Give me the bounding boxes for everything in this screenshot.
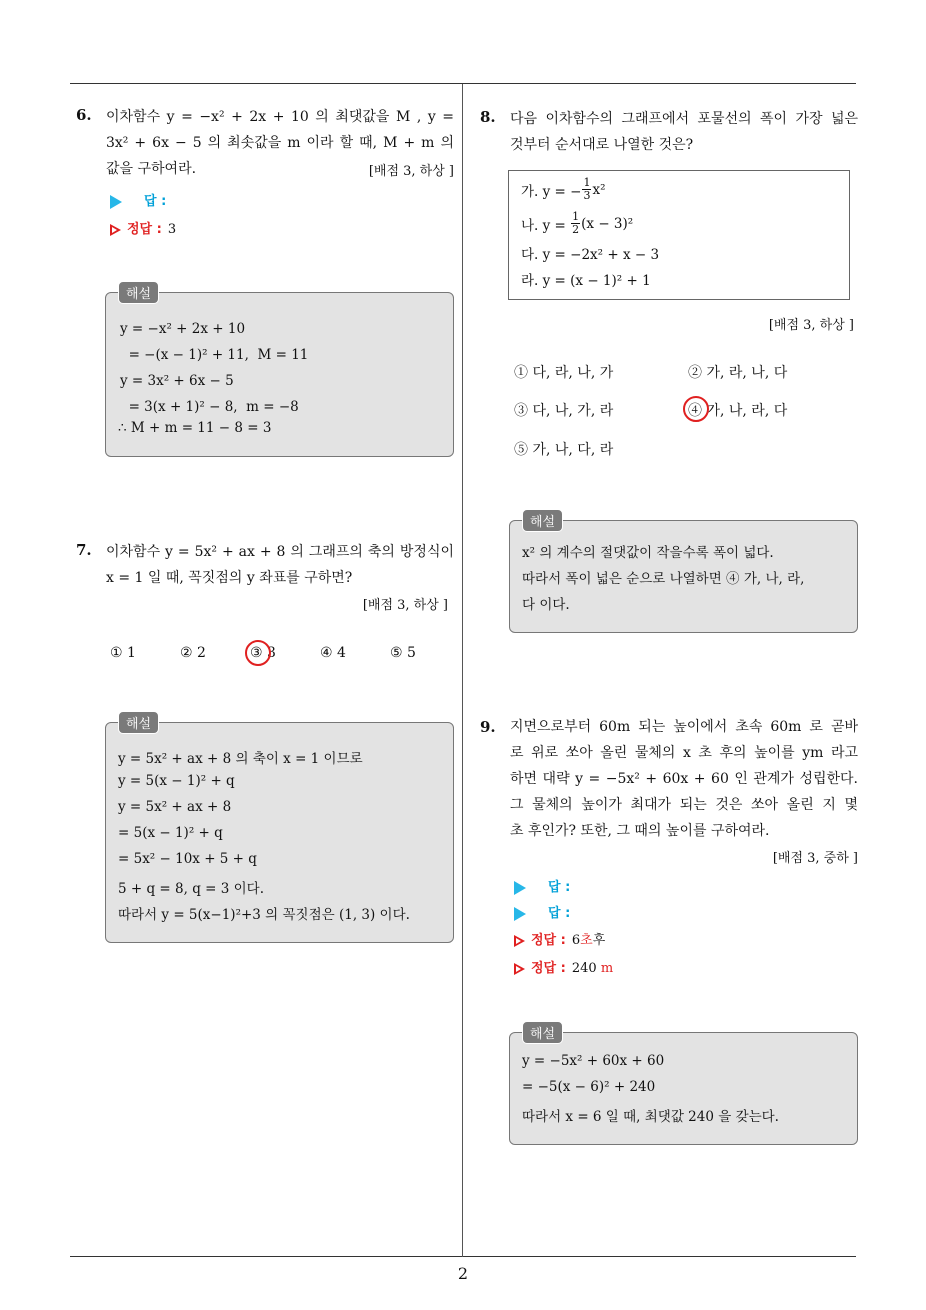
q9-answer-label: 답 : — [548, 906, 571, 921]
q8-na-tail: (x − 3)² — [581, 215, 634, 232]
q6-explanation-box — [105, 292, 454, 457]
q8-choice-3[interactable]: ③ 다, 나, 가, 라 — [514, 403, 614, 419]
q6-explain-line: ∴ M + m = 11 − 8 = 3 — [118, 420, 272, 436]
q7-number: 7. — [76, 541, 92, 559]
q8-number: 8. — [480, 108, 496, 126]
column-divider — [462, 84, 463, 1257]
q8-function-ga — [521, 177, 606, 202]
solution-arrow-icon — [514, 963, 525, 975]
q7-score: [배점 3, 하상 ] — [362, 598, 448, 613]
q6-solution-label: 정답 : — [127, 222, 162, 237]
q9-solution-label: 정답 : — [531, 933, 566, 948]
solution-arrow-icon — [514, 935, 525, 947]
q8-ga-prefix: 가. y = − — [521, 183, 582, 200]
q8-choice-4[interactable]: ④ 가, 나, 라, 다 — [688, 403, 788, 419]
q6-explain-line: y = 3x² + 6x − 5 — [120, 373, 234, 389]
q7-text — [106, 539, 454, 591]
q7-explain-line: = 5(x − 1)² + q — [118, 825, 223, 841]
q8-explain-line: 다 이다. — [522, 597, 570, 613]
q6-explain-line: = −(x − 1)² + 11, M = 11 — [120, 347, 309, 363]
q8-function-box — [508, 170, 850, 300]
q9-line: 지면으로부터 60m 되는 높이에서 초속 60m 로 곧바 — [510, 719, 858, 735]
q8-function-ra: 라. y = (x − 1)² + 1 — [521, 273, 651, 289]
q7-explain-line: = 5x² − 10x + 5 + q — [118, 851, 257, 867]
q7-choice-4[interactable]: ④ 4 — [320, 645, 346, 661]
q9-explanation-tab: 해설 — [522, 1021, 563, 1044]
q8-na-fraction — [571, 211, 580, 236]
q6-explanation-tab: 해설 — [118, 281, 159, 304]
q9-solution-value-2 — [572, 961, 613, 976]
q8-ga-tail: x² — [592, 181, 606, 198]
q8-choice-2[interactable]: ② 가, 라, 나, 다 — [688, 365, 788, 381]
q8-ga-numerator: 1 — [583, 176, 591, 189]
q6-answer-row[interactable] — [110, 190, 166, 209]
answer-arrow-icon — [110, 195, 122, 209]
top-rule — [70, 83, 856, 84]
q6-solution-row — [110, 218, 176, 237]
q7-explain-line: y = 5x² + ax + 8 의 축이 x = 1 이므로 — [118, 751, 363, 767]
q9-text — [510, 714, 858, 844]
q8-function-na — [521, 211, 633, 236]
q9-explain-line: 따라서 x = 6 일 때, 최댓값 240 을 갖는다. — [522, 1109, 779, 1125]
q8-explanation-box — [509, 520, 858, 633]
q9-line: 초 후인가? 또한, 그 때의 높이를 구하여라. — [510, 823, 770, 839]
q6-explain-line: = 3(x + 1)² − 8, m = −8 — [120, 399, 299, 415]
q6-line: 3x² + 6x − 5 의 최솟값을 m 이라 할 때, M + m 의 — [106, 135, 454, 151]
q7-explanation-tab: 해설 — [118, 711, 159, 734]
q6-answer-label: 답 : — [144, 194, 167, 209]
q8-na-prefix: 나. y = — [521, 217, 571, 234]
q8-explain-line: x² 의 계수의 절댓값이 작을수록 폭이 넓다. — [522, 545, 774, 561]
q9-line: 그 물체의 높이가 최대가 되는 것은 쏘아 올린 지 몇 — [510, 797, 858, 813]
q7-choice-1[interactable]: ① 1 — [110, 645, 136, 661]
q9-line: 하면 대략 y = −5x² + 60x + 60 인 관계가 성립한다. — [510, 771, 858, 787]
answer-arrow-icon — [514, 907, 526, 921]
q7-selected-circle-icon — [245, 640, 271, 666]
q9-number: 9. — [480, 718, 496, 736]
q6-line: 이차함수 y = −x² + 2x + 10 의 최댓값을 M , y = — [106, 109, 454, 125]
q8-explain-line: 따라서 폭이 넓은 순으로 나열하면 ④ 가, 나, 라, — [522, 571, 805, 587]
q9-answer-row-2[interactable] — [514, 902, 570, 921]
q8-na-numerator: 1 — [572, 210, 580, 223]
q9-answer-label: 답 : — [548, 880, 571, 895]
q7-choice-5[interactable]: ⑤ 5 — [390, 645, 416, 661]
q8-choice-5[interactable]: ⑤ 가, 나, 다, 라 — [514, 442, 614, 458]
q6-number: 6. — [76, 106, 92, 124]
q6-solution-value: 3 — [167, 222, 177, 237]
q9-sol2-number: 240 — [571, 961, 597, 976]
q9-explain-line: y = −5x² + 60x + 60 — [522, 1053, 665, 1069]
q8-ga-fraction — [582, 177, 591, 202]
q9-solution-label: 정답 : — [531, 961, 566, 976]
q8-score: [배점 3, 하상 ] — [768, 318, 854, 333]
q8-function-da: 다. y = −2x² + x − 3 — [521, 247, 660, 263]
q9-score: [배점 3, 중하 ] — [772, 851, 858, 866]
solution-arrow-icon — [110, 224, 121, 236]
q7-choice-2[interactable]: ② 2 — [180, 645, 206, 661]
q9-answer-row-1[interactable] — [514, 876, 570, 895]
answer-arrow-icon — [514, 881, 526, 895]
q7-explain-line: y = 5x² + ax + 8 — [118, 799, 232, 815]
q7-choice-3[interactable]: ③ 3 — [250, 645, 276, 661]
q9-explain-line: = −5(x − 6)² + 240 — [522, 1079, 656, 1095]
q9-sol1-unit-after: 후 — [592, 933, 606, 948]
q7-line: x = 1 일 때, 꼭짓점의 y 좌표를 구하면? — [106, 570, 353, 586]
q6-score: [배점 3, 하상 ] — [368, 164, 454, 179]
page-number: 2 — [457, 1264, 469, 1283]
q7-explain-line: 5 + q = 8, q = 3 이다. — [118, 881, 264, 897]
q8-choice-1[interactable]: ① 다, 라, 나, 가 — [514, 365, 614, 381]
q7-line: 이차함수 y = 5x² + ax + 8 의 그래프의 축의 방정식이 — [106, 544, 454, 560]
q8-ga-denominator: 3 — [583, 189, 591, 202]
q9-solution-value-1 — [572, 933, 605, 948]
q9-line: 로 위로 쏘아 올린 물체의 x 초 후의 높이를 ym 라고 — [510, 745, 858, 761]
q8-explanation-tab: 해설 — [522, 509, 563, 532]
q8-na-denominator: 2 — [572, 223, 580, 236]
q7-explain-line: y = 5(x − 1)² + q — [118, 773, 235, 789]
q9-explanation-box — [509, 1032, 858, 1145]
q6-explain-line: y = −x² + 2x + 10 — [120, 321, 246, 337]
bottom-rule — [70, 1256, 856, 1257]
q9-solution-row-1 — [514, 929, 605, 948]
q9-sol2-unit-meter: m — [600, 961, 614, 976]
q8-line: 것부터 순서대로 나열한 것은? — [510, 137, 694, 153]
q9-solution-row-2 — [514, 957, 613, 976]
q6-line: 값을 구하여라. — [106, 161, 197, 177]
q7-explanation-box — [105, 722, 454, 943]
q8-selected-circle-icon — [683, 396, 709, 422]
q9-sol1-unit-seconds: 초 — [580, 933, 593, 948]
q8-text — [510, 106, 858, 158]
q7-explain-line: 따라서 y = 5(x−1)²+3 의 꼭짓점은 (1, 3) 이다. — [118, 907, 410, 923]
q9-sol1-number: 6 — [571, 933, 581, 948]
q8-line: 다음 이차함수의 그래프에서 포물선의 폭이 가장 넓은 — [510, 111, 858, 127]
